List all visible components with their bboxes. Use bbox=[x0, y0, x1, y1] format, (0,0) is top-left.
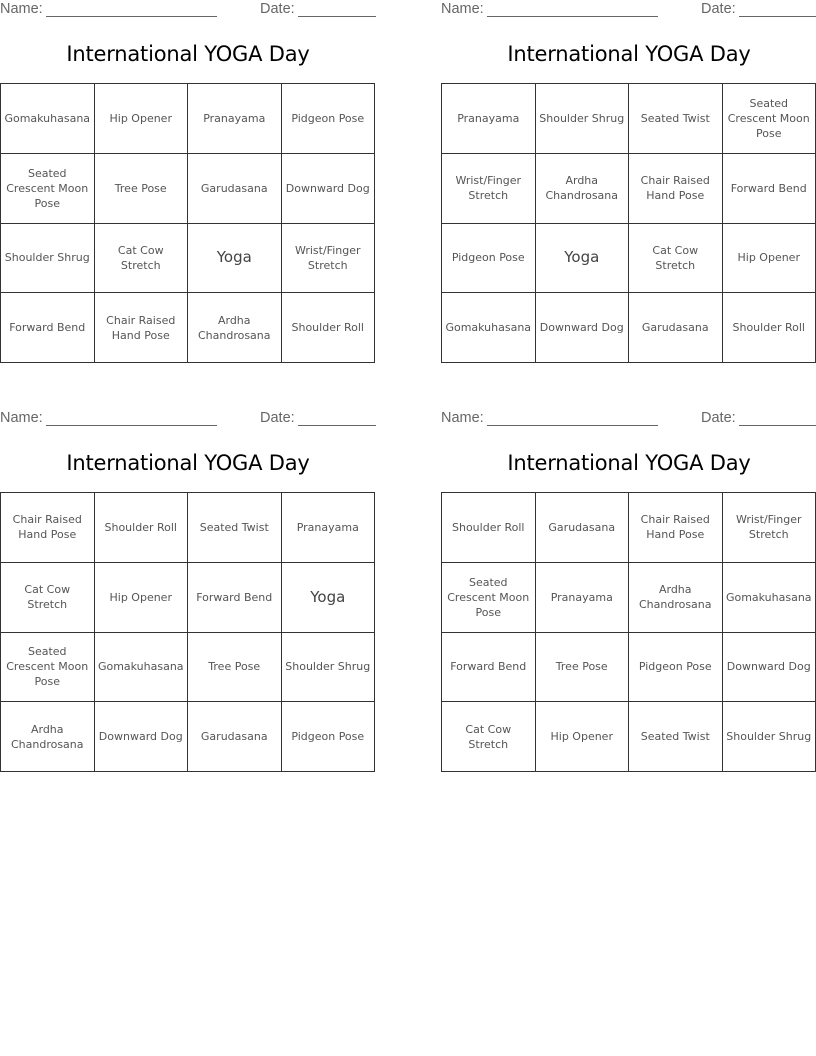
bingo-cell[interactable]: Wrist/Finger Stretch bbox=[723, 493, 816, 563]
name-label: Name: bbox=[0, 410, 43, 426]
bingo-cell[interactable]: Downward Dog bbox=[723, 633, 816, 703]
name-date-row bbox=[0, 1, 376, 21]
bingo-cell[interactable]: Wrist/Finger Stretch bbox=[442, 154, 536, 224]
card-title: International YOGA Day bbox=[66, 42, 310, 66]
bingo-cell[interactable]: Tree Pose bbox=[188, 633, 282, 703]
date-label: Date: bbox=[260, 1, 295, 17]
bingo-cell[interactable]: Chair Raised Hand Pose bbox=[629, 493, 723, 563]
bingo-cell[interactable]: Shoulder Shrug bbox=[282, 633, 376, 703]
bingo-cell[interactable]: Tree Pose bbox=[95, 154, 189, 224]
name-blank-line[interactable] bbox=[487, 425, 658, 426]
bingo-cell[interactable]: Gomakuhasana bbox=[442, 293, 536, 363]
bingo-cell[interactable]: Cat Cow Stretch bbox=[95, 224, 189, 294]
bingo-cell[interactable]: Gomakuhasana bbox=[95, 633, 189, 703]
card-title: International YOGA Day bbox=[507, 451, 751, 475]
bingo-cell[interactable]: Shoulder Shrug bbox=[1, 224, 95, 294]
bingo-cell[interactable]: Pidgeon Pose bbox=[282, 702, 376, 772]
bingo-cell[interactable]: Shoulder Shrug bbox=[536, 84, 630, 154]
bingo-cell[interactable]: Chair Raised Hand Pose bbox=[95, 293, 189, 363]
date-label: Date: bbox=[260, 410, 295, 426]
bingo-card bbox=[441, 0, 816, 373]
bingo-cell[interactable]: Seated Crescent Moon Pose bbox=[723, 84, 816, 154]
bingo-grid bbox=[0, 83, 375, 363]
bingo-cell[interactable]: Cat Cow Stretch bbox=[629, 224, 723, 294]
bingo-cell[interactable]: Seated Twist bbox=[629, 702, 723, 772]
bingo-cell[interactable]: Seated Crescent Moon Pose bbox=[1, 633, 95, 703]
bingo-cell[interactable]: Downward Dog bbox=[282, 154, 376, 224]
bingo-cell[interactable]: Pidgeon Pose bbox=[442, 224, 536, 294]
bingo-cell[interactable]: Downward Dog bbox=[536, 293, 630, 363]
bingo-cell[interactable]: Cat Cow Stretch bbox=[1, 563, 95, 633]
name-label: Name: bbox=[441, 410, 484, 426]
bingo-cell[interactable]: Garudasana bbox=[188, 702, 282, 772]
bingo-cell[interactable]: Gomakuhasana bbox=[1, 84, 95, 154]
name-label: Name: bbox=[441, 1, 484, 17]
bingo-cell[interactable]: Seated Twist bbox=[188, 493, 282, 563]
free-space-cell[interactable]: Yoga bbox=[188, 224, 282, 294]
bingo-cell[interactable]: Chair Raised Hand Pose bbox=[1, 493, 95, 563]
date-blank-line[interactable] bbox=[298, 425, 376, 426]
bingo-grid bbox=[0, 492, 375, 772]
free-space-cell[interactable]: Yoga bbox=[282, 563, 376, 633]
bingo-cell[interactable]: Pidgeon Pose bbox=[282, 84, 376, 154]
bingo-cell[interactable]: Cat Cow Stretch bbox=[442, 702, 536, 772]
card-title: International YOGA Day bbox=[66, 451, 310, 475]
date-blank-line[interactable] bbox=[739, 425, 816, 426]
bingo-cell[interactable]: Hip Opener bbox=[536, 702, 630, 772]
bingo-cell[interactable]: Garudasana bbox=[536, 493, 630, 563]
bingo-cell[interactable]: Seated Crescent Moon Pose bbox=[1, 154, 95, 224]
bingo-cell[interactable]: Pranayama bbox=[188, 84, 282, 154]
bingo-cell[interactable]: Hip Opener bbox=[95, 84, 189, 154]
bingo-cell[interactable]: Shoulder Roll bbox=[723, 293, 816, 363]
bingo-cell[interactable]: Ardha Chandrosana bbox=[188, 293, 282, 363]
bingo-cell[interactable]: Wrist/Finger Stretch bbox=[282, 224, 376, 294]
bingo-cell[interactable]: Pranayama bbox=[442, 84, 536, 154]
name-blank-line[interactable] bbox=[46, 425, 217, 426]
bingo-card bbox=[441, 409, 816, 782]
name-date-row bbox=[0, 410, 376, 430]
bingo-cell[interactable]: Forward Bend bbox=[188, 563, 282, 633]
bingo-cell[interactable]: Garudasana bbox=[188, 154, 282, 224]
bingo-grid bbox=[441, 83, 816, 363]
bingo-cell[interactable]: Forward Bend bbox=[723, 154, 816, 224]
name-date-row bbox=[441, 410, 816, 430]
date-label: Date: bbox=[701, 410, 736, 426]
card-title: International YOGA Day bbox=[507, 42, 751, 66]
name-label: Name: bbox=[0, 1, 43, 17]
name-blank-line[interactable] bbox=[46, 16, 217, 17]
bingo-cell[interactable]: Ardha Chandrosana bbox=[1, 702, 95, 772]
free-space-cell[interactable]: Yoga bbox=[536, 224, 630, 294]
bingo-cell[interactable]: Pidgeon Pose bbox=[629, 633, 723, 703]
bingo-cell[interactable]: Pranayama bbox=[282, 493, 376, 563]
name-date-row bbox=[441, 1, 816, 21]
bingo-cell[interactable]: Shoulder Roll bbox=[442, 493, 536, 563]
bingo-cell[interactable]: Gomakuhasana bbox=[723, 563, 816, 633]
date-blank-line[interactable] bbox=[739, 16, 816, 17]
bingo-card bbox=[0, 409, 376, 782]
bingo-cell[interactable]: Forward Bend bbox=[442, 633, 536, 703]
bingo-cell[interactable]: Pranayama bbox=[536, 563, 630, 633]
bingo-cell[interactable]: Downward Dog bbox=[95, 702, 189, 772]
date-label: Date: bbox=[701, 1, 736, 17]
bingo-grid bbox=[441, 492, 816, 772]
bingo-cell[interactable]: Shoulder Roll bbox=[95, 493, 189, 563]
bingo-card bbox=[0, 0, 376, 373]
date-blank-line[interactable] bbox=[298, 16, 376, 17]
bingo-cell[interactable]: Seated Twist bbox=[629, 84, 723, 154]
bingo-cell[interactable]: Hip Opener bbox=[95, 563, 189, 633]
bingo-cell[interactable]: Tree Pose bbox=[536, 633, 630, 703]
bingo-cell[interactable]: Forward Bend bbox=[1, 293, 95, 363]
bingo-cell[interactable]: Shoulder Roll bbox=[282, 293, 376, 363]
bingo-cell[interactable]: Ardha Chandrosana bbox=[629, 563, 723, 633]
bingo-cell[interactable]: Hip Opener bbox=[723, 224, 816, 294]
name-blank-line[interactable] bbox=[487, 16, 658, 17]
bingo-cell[interactable]: Garudasana bbox=[629, 293, 723, 363]
bingo-cell[interactable]: Seated Crescent Moon Pose bbox=[442, 563, 536, 633]
bingo-cell[interactable]: Ardha Chandrosana bbox=[536, 154, 630, 224]
bingo-cell[interactable]: Chair Raised Hand Pose bbox=[629, 154, 723, 224]
bingo-cell[interactable]: Shoulder Shrug bbox=[723, 702, 816, 772]
